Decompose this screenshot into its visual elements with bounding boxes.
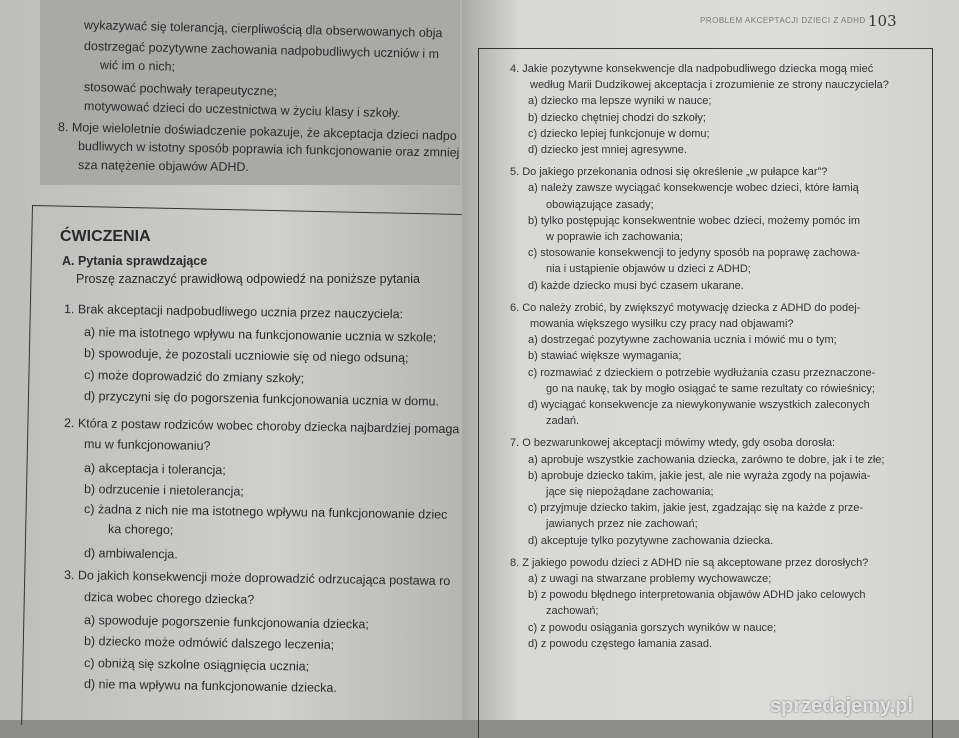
answer-option: d) nie ma wpływu na funkcjonowanie dziecka. [83,677,338,695]
answer-option: a) z uwagi na stwarzane problemy wychowawcze; [528,573,772,585]
answer-option: go na naukę, tak by mogło osiągać te same rezultaty co rówieśnicy; [546,382,875,395]
question: 2. Która z postaw rodziców wobec choroby dziecka najbardziej pomaga [63,416,460,437]
section-heading: A. Pytania sprawdzające [62,254,208,268]
question: 1. Brak akceptacji nadpobudliwego ucznia przez nauczyciela: [63,302,404,322]
answer-option: c) przyjmuje dziecko takim, jakie jest, zgadzając się na każde z prze- [528,502,864,515]
answer-option: c) może doprowadzić do zmiany szkoły; [83,368,305,386]
question: według Marii Dudzikowej akceptacja i zrozumienie ze strony nauczyciela? [530,79,889,92]
answer-option: mu w funkcjonowaniu? [83,437,211,453]
answer-option: jące się niepożądane zachowania; [546,486,714,498]
bullet-item: stosować pochwały terapeutyczne; [83,80,278,99]
answer-option: jawianych przez nie zachowań; [546,518,698,531]
bullet-item: dostrzegać pozytywne zachowania nadpobudliwych uczniów i m [83,39,440,62]
answer-option: c) dziecko lepiej funkcjonuje w domu; [528,127,710,140]
answer-option: c) obniżą się szkolne osiągnięcia ucznia; [83,656,310,674]
summary-point: sza natężenie objawów ADHD. [77,158,250,175]
answer-option: b) spowoduje, że pozostali uczniowie się od niego odsuną; [83,346,409,366]
answer-option: a) nie ma istotnego wpływu na funkcjonowanie ucznia w szkole; [83,325,437,345]
answer-option: c) rozmawiać z dzieckiem o potrzebie wydłużania czasu przeznaczone- [528,366,876,379]
page-number: 103 [868,12,897,30]
bullet-item: motywować dzieci do uczestnictwa w życiu klasy i szkoły. [83,99,401,121]
instruction: Proszę zaznaczyć prawidłową odpowiedź na poniższe pytania [76,272,420,286]
answer-option: dzica wobec chorego dziecka? [83,590,255,607]
bullet-item: wić im o nich; [99,58,176,74]
answer-option: zachowań; [546,605,599,618]
answer-option: d) ambiwalencja. [83,546,178,562]
answer-option: d) dziecko jest mniej agresywne. [528,144,687,156]
answer-option: b) dziecko chętniej chodzi do szkoły; [528,111,706,124]
question: 6. Co należy zrobić, by zwiększyć motywację dziecka z ADHD do podej- [510,301,861,314]
answer-option: a) dziecko ma lepsze wyniki w nauce; [528,95,712,108]
exercises-title: ĆWICZENIA [60,228,151,245]
answer-option: a) spowoduje pogorszenie funkcjonowania dziecka; [83,613,369,632]
answer-option: c) stosowanie konsekwencji to jedyny sposób na poprawę zachowa- [528,247,861,260]
answer-option: b) stawiać większe wymagania; [528,350,682,363]
answer-option: c) żadna z nich nie ma istotnego wpływu na funkcjonowanie dziec [83,502,448,522]
question: 4. Jakie pozytywne konsekwencje dla nadpobudliwego dziecka mogą mieć [510,63,874,75]
watermark: sprzedajemy.pl [770,695,914,717]
question: 7. O bezwarunkowej akceptacji mówimy wtedy, gdy osoba dorosła: [510,437,836,450]
question: 5. Do jakiego przekonania odnosi się określenie „w pułapce kar”? [510,166,828,179]
answer-option: d) przyczyni się do pogorszenia funkcjonowania ucznia w domu. [83,389,440,409]
answer-option: c) z powodu osiągania gorszych wyników w nauce; [528,621,777,634]
answer-option: d) każde dziecko musi być czasem ukarane. [528,279,744,292]
answer-option: zadań. [546,415,580,428]
answer-option: d) z powodu częstego łamania zasad. [528,637,713,650]
answer-option: a) aprobuje wszystkie zachowania dziecka, zarówno te dobre, jak i te złe; [528,453,885,466]
running-title: PROBLEM AKCEPTACJI DZIECI Z ADHD [700,16,866,25]
bullet-item: wykazywać się tolerancją, cierpliwością dla obserwowanych obja [83,18,443,41]
answer-option: d) wyciągać konsekwencje za niewykonywanie wszystkich zaleconych [528,399,870,411]
answer-option: a) akceptacja i tolerancja; [83,461,226,478]
answer-option: d) akceptuje tylko pozytywne zachowania dziecka. [528,534,774,547]
answer-option: a) należy zawsze wyciągać konsekwencje wobec dzieci, które łamią [528,182,859,195]
answer-option: ka chorego; [107,522,174,538]
question: mowania większego wysiłku czy pracy nad objawami? [530,318,794,330]
answer-option: b) dziecko może odmówić dalszego leczenia; [83,634,335,652]
answer-option: b) aprobuje dziecko takim, jakie jest, ale nie wyraża zgody na pojawia- [528,469,871,482]
answer-option: b) odrzucenie i nietolerancja; [83,482,244,499]
summary-point: budliwych w istotny sposób poprawia ich funkcjonowanie oraz zmniej [77,139,460,160]
answer-option: w poprawie ich zachowania; [546,231,683,243]
question: 8. Z jakiego powodu dzieci z ADHD nie są akceptowane przez dorosłych? [510,556,869,569]
answer-option: b) z powodu błędnego interpretowania objawów ADHD jako celowych [528,589,866,602]
question: 3. Do jakich konsekwencji może doprowadzić odrzucająca postawa ro [63,568,451,589]
answer-option: b) tylko postępując konsekwentnie wobec dzieci, możemy pomóc im [528,214,860,227]
answer-option: a) dostrzegać pozytywne zachowania ucznia i mówić mu o tym; [528,334,837,347]
summary-point: 8. Moje wieloletnie doświadczenie pokazuje, że akceptacja dzieci nadpo [57,120,457,144]
answer-option: obowiązujące zasady; [546,198,654,211]
answer-option: nia i ustąpienie objawów u dzieci z ADHD; [546,263,751,276]
